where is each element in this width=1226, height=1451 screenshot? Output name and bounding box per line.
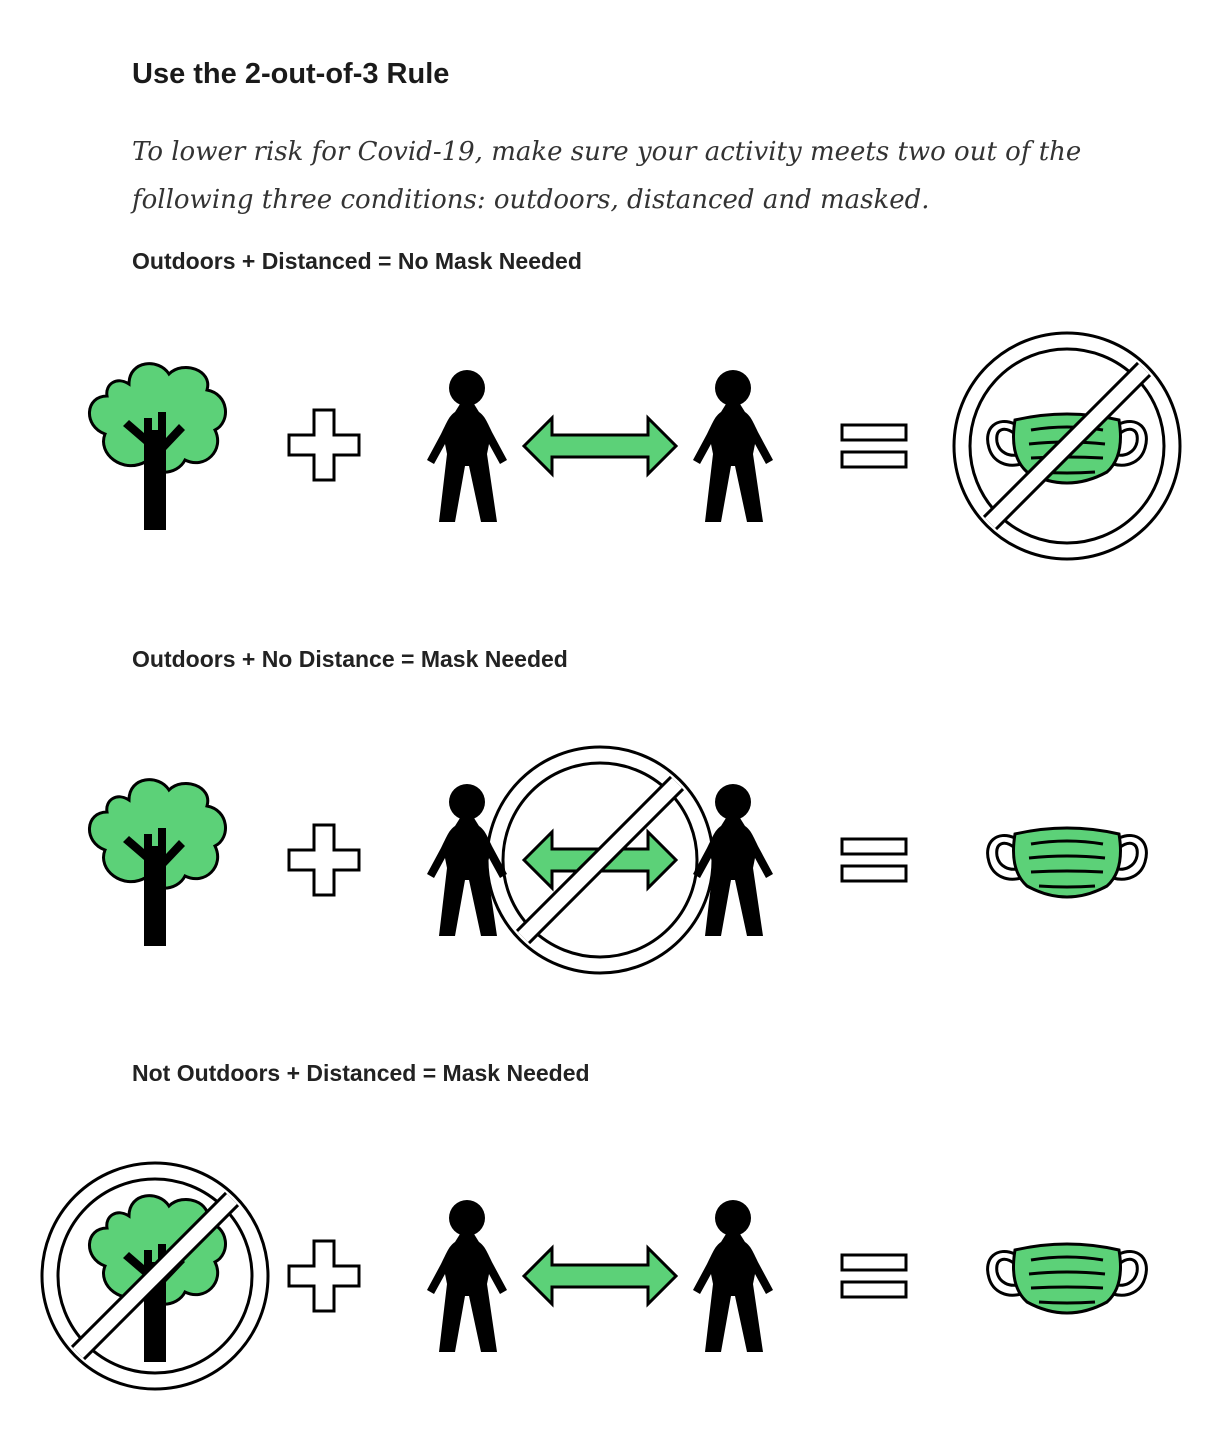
rule-label-outdoors-distanced: Outdoors + Distanced = No Mask Needed xyxy=(132,248,582,274)
person-icon xyxy=(693,370,773,522)
rule-diagram-outdoors-no-distance xyxy=(0,712,1226,1012)
tree-icon xyxy=(89,780,225,946)
person-icon xyxy=(427,370,507,522)
plus-icon xyxy=(289,410,359,480)
plus-icon xyxy=(289,825,359,895)
person-icon xyxy=(693,784,773,936)
person-icon xyxy=(427,784,507,936)
equals-icon xyxy=(842,425,906,467)
plus-icon xyxy=(289,1241,359,1311)
page-title: Use the 2-out-of-3 Rule xyxy=(132,58,450,90)
person-icon xyxy=(693,1200,773,1352)
rule-label-not-outdoors-distanced: Not Outdoors + Distanced = Mask Needed xyxy=(132,1060,590,1086)
rule-diagram-not-outdoors-distanced xyxy=(0,1128,1226,1428)
prohibition-icon xyxy=(487,747,713,973)
rule-diagram-outdoors-distanced xyxy=(0,300,1226,600)
double-arrow-icon xyxy=(524,418,676,474)
tree-icon xyxy=(89,364,225,530)
mask-icon xyxy=(988,828,1147,897)
equals-icon xyxy=(842,839,906,881)
intro-text: To lower risk for Covid-19, make sure your activity meets two out of the following three conditions: outdoors, distanced and masked. xyxy=(132,137,1082,215)
person-icon xyxy=(427,1200,507,1352)
mask-icon xyxy=(988,1244,1147,1313)
rule-label-outdoors-no-distance: Outdoors + No Distance = Mask Needed xyxy=(132,646,568,672)
double-arrow-icon xyxy=(524,1248,676,1304)
equals-icon xyxy=(842,1255,906,1297)
